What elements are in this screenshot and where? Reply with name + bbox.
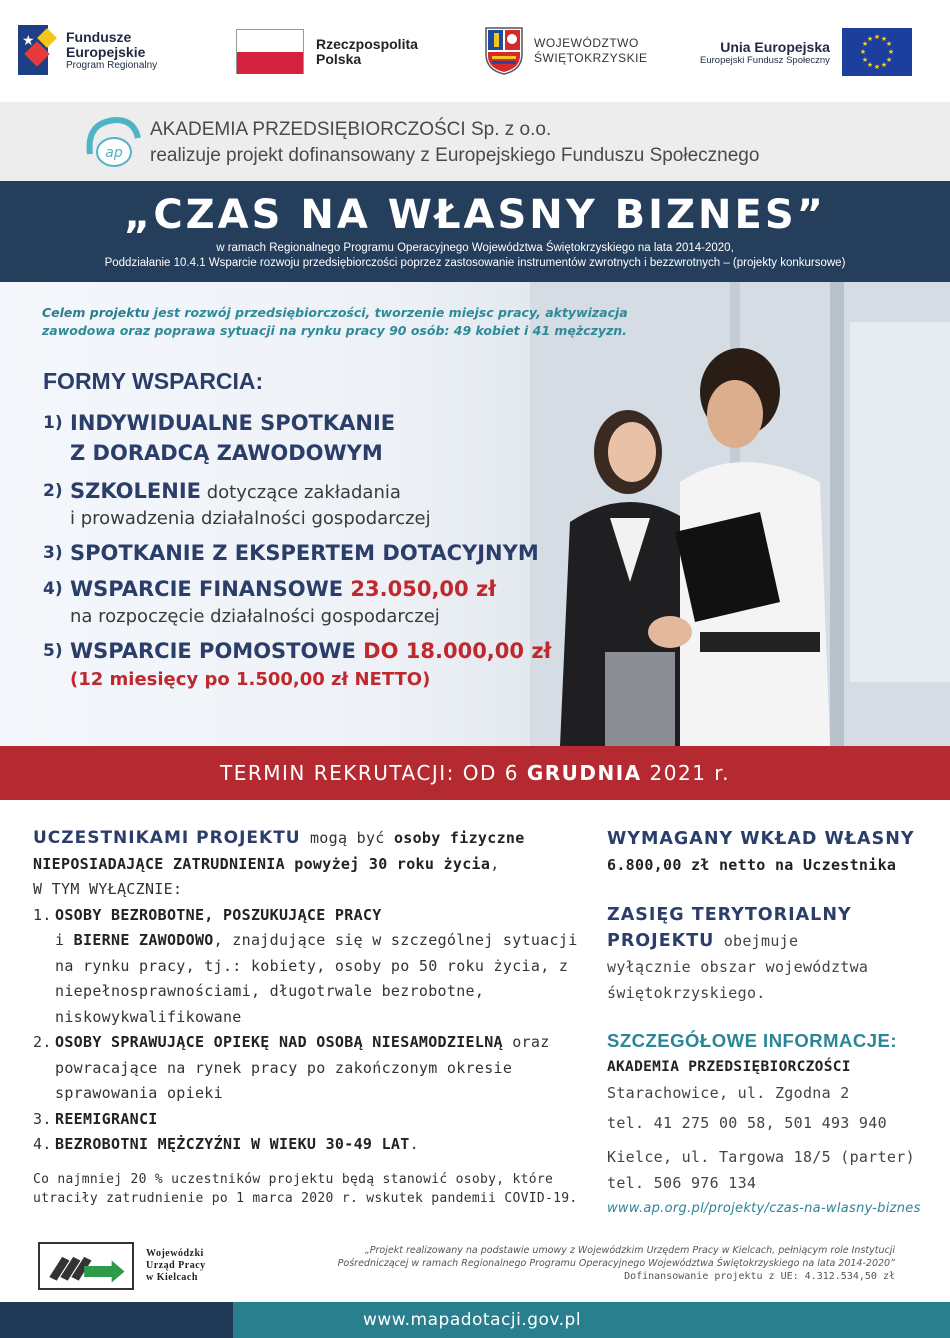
footnote-line1: „Projekt realizowany na podstawie umowy z Wojewódzkim Urzędem Pracy w Kielcach, pełniącym role Instytucji: [364, 1245, 895, 1256]
eu-flag-icon: [842, 28, 912, 76]
covid-note: Co najmniej 20 % uczestników projektu będą stanowić osoby, które utraciły zatrudnienie po 1 marca 2020 r. wskutek pandemii COVID-19.: [33, 1171, 578, 1206]
unia-europejska-logo: [700, 28, 912, 76]
participant-1-bold2: BIERNE ZAWODOWO: [73, 931, 214, 949]
bottom-bar-dark: [0, 1302, 233, 1338]
list-item: [33, 1107, 593, 1133]
address-2: Kielce, ul. Targowa 18/5 (parter): [607, 1148, 915, 1166]
goal-lead: Celem projektu: [42, 305, 150, 320]
item-number: 2): [43, 481, 63, 501]
wup-logo-icon: [38, 1242, 134, 1290]
info-column: [607, 826, 927, 1222]
item-number: 4.: [33, 1135, 52, 1153]
akademia-logo-icon: [82, 114, 142, 170]
swietokrzyskie-logo: [484, 26, 647, 76]
project-goal: [42, 304, 652, 340]
item-number: 2.: [33, 1033, 52, 1051]
footnote-line2: Pośredniczącej w ramach Regionalnego Programu Operacyjnego Województwa Świętokrzyskiego na lata 2014-2020”: [337, 1258, 895, 1269]
ap-tagline: realizuje projekt dofinansowany z Europejskiego Funduszu Społecznego: [150, 145, 760, 166]
recruitment-month: GRUDNIA: [526, 761, 642, 785]
item-1-line2: Z DORADCĄ ZAWODOWYM: [70, 441, 383, 465]
svg-text:★: ★: [873, 63, 881, 71]
item-4-bold: WSPARCIE FINANSOWE: [70, 577, 351, 601]
hero-section: [0, 282, 950, 746]
item-5-amount: DO 18.000,00 zł: [363, 639, 552, 663]
own-contribution-heading: WYMAGANY WKŁAD WŁASNY: [607, 829, 915, 849]
participants-b2: NIEPOSIADAJĄCE ZATRUDNIENIA powyżej 30 roku życia: [33, 854, 491, 873]
wup-line3: w Kielcach: [146, 1272, 198, 1283]
item-number: 4): [43, 579, 63, 599]
support-forms-heading: FORMY WSPARCIA:: [43, 368, 264, 394]
polish-flag-icon: [236, 29, 304, 74]
recruitment-post: 2021 r.: [641, 761, 731, 785]
title-sub-1: w ramach Regionalnego Programu Operacyjnego Województwa Świętokrzyskiego na lata 2014-2020,: [216, 242, 734, 254]
list-item: [33, 903, 593, 1031]
sw-line1: WOJEWÓDZTWO: [534, 36, 639, 50]
svg-text:★: ★: [861, 56, 869, 64]
participant-1-i: i: [55, 931, 74, 949]
rp-line1: Rzeczpospolita: [316, 35, 418, 52]
participant-3-bold: REEMIGRANCI: [55, 1109, 158, 1128]
ap-band: [0, 102, 950, 181]
own-contribution-value: 6.800,00 zł netto na Uczestnika: [607, 856, 897, 874]
item-number: 1.: [33, 905, 52, 924]
territory-text-2: wyłącznie obszar województwa świętokrzyskiego.: [607, 958, 869, 1002]
list-item: [33, 1030, 593, 1107]
participant-4-rest: .: [409, 1135, 419, 1153]
page-title: „CZAS NA WŁASNY BIZNES”: [124, 192, 826, 238]
item-5-line2: (12 miesięcy po 1.500,00 zł NETTO): [70, 669, 431, 690]
participant-2-rest: oraz powracające na rynek pracy po zakończonym okresie sprawowania opieki: [55, 1033, 550, 1102]
list-item: [43, 538, 603, 568]
project-link[interactable]: www.ap.org.pl/projekty/czas-na-wlasny-biznes: [607, 1201, 921, 1216]
recruitment-pre: TERMIN REKRUTACJI: OD 6: [219, 761, 527, 785]
svg-text:★: ★: [866, 61, 874, 69]
item-number: 5): [43, 641, 63, 661]
svg-text:★: ★: [880, 35, 888, 43]
details-org: AKADEMIA PRZEDSIĘBIORCZOŚCI: [607, 1059, 851, 1075]
wup-name: [146, 1248, 206, 1284]
ap-company-name: AKADEMIA PRZEDSIĘBIORCZOŚCI Sp. z o.o.: [150, 119, 552, 140]
svg-text:★: ★: [861, 40, 869, 48]
participant-2-bold: OSOBY SPRAWUJĄCE OPIEKĘ NAD OSOBĄ NIESAMODZIELNĄ: [55, 1033, 503, 1051]
svg-text:★: ★: [885, 56, 893, 64]
svg-text:★: ★: [880, 61, 888, 69]
participants-t1: mogą być: [300, 829, 394, 847]
title-sub-2: Poddziałanie 10.4.1 Wsparcie rozwoju przedsiębiorczości poprzez zastosowanie instrumentów zwrotnych i bezzwrotnych – (projekty konkursowe): [104, 257, 846, 269]
item-1-line1: INDYWIDUALNE SPOTKANIE: [70, 411, 396, 435]
item-number: 1): [43, 413, 63, 433]
ue-line2: Europejski Fundusz Społeczny: [700, 54, 830, 66]
address-1: Starachowice, ul. Zgodna 2: [607, 1084, 850, 1102]
participant-1-rest: , znajdujące się w szczególnej sytuacji na rynku pracy, tj.: kobiety, osoby po 50 roku życia, z niepełnosprawnościami, długotrwale bezrobotne, niskowykwalifikowane: [55, 931, 578, 1026]
phone-2: tel. 506 976 134: [607, 1174, 757, 1192]
list-item: [43, 476, 603, 532]
mapadotacji-link[interactable]: www.mapadotacji.gov.pl: [233, 1302, 950, 1338]
participants-column: [33, 826, 593, 1208]
svg-text:★: ★: [873, 33, 881, 41]
recruitment-band: [0, 746, 950, 800]
svg-text:★: ★: [866, 35, 874, 43]
participant-1-bold: OSOBY BEZROBOTNE, POSZUKUJĄCE PRACY: [55, 905, 382, 924]
sw-line2: ŚWIĘTOKRZYSKIE: [534, 51, 648, 65]
fe-line2: Europejskie: [66, 43, 146, 60]
item-number: 3.: [33, 1109, 52, 1128]
details-section: [0, 800, 950, 1300]
rzeczpospolita-logo: [236, 29, 418, 74]
svg-text:★: ★: [859, 48, 867, 56]
participants-b1: osoby fizyczne: [393, 829, 525, 847]
fe-mark-icon: ★: [18, 25, 58, 75]
fe-line3: Program Regionalny: [66, 59, 158, 71]
territory-heading-2: PROJEKTU: [607, 931, 715, 951]
goal-text: jest rozwój przedsiębiorczości, tworzenie miejsc pracy, aktywizacja zawodowa oraz poprawa sytuacji na rynku pracy 90 osób: 49 kobiet i 41 mężczyzn.: [42, 305, 628, 338]
item-number: 3): [43, 543, 63, 563]
svg-text:★: ★: [885, 40, 893, 48]
item-2-line2: i prowadzenia działalności gospodarczej: [70, 508, 431, 529]
list-item: [43, 636, 603, 694]
ue-line1: Unia Europejska: [720, 38, 830, 55]
wup-line2: Urząd Pracy: [146, 1260, 206, 1271]
participants-t2: ,: [490, 854, 500, 873]
phone-1: tel. 41 275 00 58, 501 493 940: [607, 1114, 887, 1132]
rp-line2: Polska: [316, 50, 362, 67]
item-2-rest: dotyczące zakładania: [201, 482, 401, 503]
details-heading: SZCZEGÓŁOWE INFORMACJE:: [607, 1030, 898, 1051]
item-3-line1: SPOTKANIE Z EKSPERTEM DOTACYJNYM: [70, 541, 539, 565]
svg-text:★: ★: [887, 48, 895, 56]
participant-4-bold: BEZROBOTNI MĘŻCZYŹNI W WIEKU 30-49 LAT: [55, 1135, 410, 1153]
wup-line1: Wojewódzki: [146, 1248, 204, 1259]
item-4-line2: na rozpoczęcie działalności gospodarczej: [70, 606, 440, 627]
list-item: [43, 574, 603, 630]
territory-heading: ZASIĘG TERYTORIALNY: [607, 905, 852, 925]
footer: [0, 1236, 950, 1302]
list-item: [43, 408, 603, 468]
title-band: [0, 181, 950, 282]
fundusze-europejskie-logo: [18, 25, 157, 75]
list-item: [33, 1132, 593, 1158]
eu-funding-amount: Dofinansowanie projektu z UE: 4.312.534,50 zł: [624, 1271, 895, 1282]
svg-text:ap: ap: [105, 145, 123, 161]
coat-of-arms-icon: [484, 26, 524, 76]
territory-text-1: obejmuje: [714, 932, 799, 950]
fe-line1: Fundusze: [66, 28, 132, 45]
participants-heading: UCZESTNIKAMI PROJEKTU: [33, 828, 301, 848]
item-4-amount: 23.050,00 zł: [350, 577, 496, 601]
logo-bar: [0, 0, 950, 102]
item-5-bold: WSPARCIE POMOSTOWE: [70, 639, 364, 663]
participants-t3: W TYM WYŁĄCZNIE:: [33, 880, 183, 898]
bottom-bar: [0, 1302, 950, 1338]
footnote: [235, 1244, 895, 1283]
support-forms-list: [43, 408, 603, 694]
item-2-bold: SZKOLENIE: [70, 479, 201, 503]
